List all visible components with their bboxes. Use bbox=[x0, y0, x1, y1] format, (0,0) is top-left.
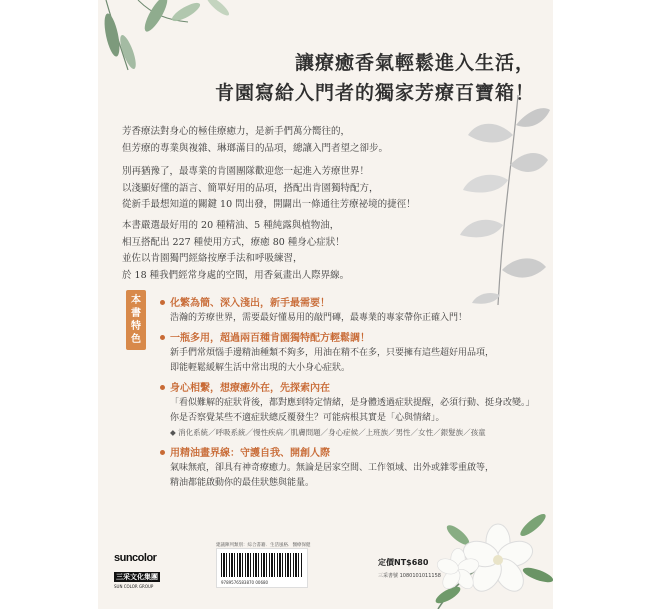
paragraph-line: 以淺顯好懂的語言、簡單好用的品項，搭配出肯園獨特配方， bbox=[122, 182, 379, 194]
headline-line-2: 肯園寫給入門者的獨家芳療百寶箱！ bbox=[214, 82, 535, 104]
gray-leaf-branch-decoration bbox=[458, 95, 553, 305]
feature-title: 一瓶多用，超過兩百種肯園獨特配方輕鬆調！ bbox=[170, 333, 370, 344]
bullet-icon bbox=[160, 385, 165, 390]
intro-line: 但芳療的專業與複雜、琳瑯滿目的品項，總讓入門者望之卻步。 bbox=[122, 142, 389, 154]
feature-title: 化繁為簡、深入淺出，新手最需要！ bbox=[170, 298, 330, 309]
feature-item bbox=[160, 446, 540, 491]
intro-paragraph bbox=[122, 124, 432, 157]
headline-line-1: 讓療癒香氣輕鬆進入生活， bbox=[294, 52, 535, 74]
isbn-barcode bbox=[216, 548, 308, 588]
feature-line: 浩瀚的芳療世界，需要最好懂易用的敲門磚，最專業的專家帶你正確入門！ bbox=[170, 313, 468, 323]
feature-line: 你是否察覺某些不適症狀總反覆發生？可能病根其實是「心與情緒」。 bbox=[170, 413, 445, 423]
feature-line: 新手們常煩惱手邊精油種類不夠多，用油在精不在多，只要擁有這些超好用品項， bbox=[170, 348, 495, 358]
book-number: 三采書號 1080101011158 bbox=[378, 573, 441, 579]
publisher-logo: suncolor 三采文化集團 SUN COLOR GROUP bbox=[114, 552, 158, 589]
feature-item bbox=[160, 381, 540, 440]
paragraph-line: 並佐以肯園獨門經絡按摩手法和呼吸練習， bbox=[122, 253, 303, 264]
feature-line: 即能輕鬆緩解生活中常出現的大小身心症狀。 bbox=[170, 363, 351, 373]
bullet-icon bbox=[160, 450, 165, 455]
feature-item bbox=[160, 331, 540, 376]
bullet-icon bbox=[160, 300, 165, 305]
eucalyptus-leaves-decoration bbox=[98, 0, 238, 90]
intro-line: 芳香療法對身心的極佳療癒力，是新手們萬分嚮往的， bbox=[122, 126, 351, 137]
feature-title: 身心相繫，想療癒外在，先探索內在 bbox=[170, 383, 330, 394]
price-label: 定價NT$680 bbox=[378, 558, 429, 567]
contents-paragraph bbox=[122, 218, 432, 284]
paragraph-line: 本書嚴選最好用的 20 種精油、5 種純露與植物油， bbox=[122, 220, 340, 231]
feature-line: 「看似難解的症狀背後，都對應到特定情緒，是身體透過症狀提醒，必須行動、挺身改變。」 bbox=[170, 398, 535, 408]
paragraph-line: 相互搭配出 227 種使用方式，療癒 80 種身心症狀！ bbox=[122, 236, 345, 248]
paragraph-line: 別再猶豫了，最專業的肯園團隊歡迎您一起進入芳療世界！ bbox=[122, 166, 370, 177]
bullet-icon bbox=[160, 335, 165, 340]
paragraph-line: 從新手最想知道的關鍵 10 問出發，開闢出一條通往芳療祕境的捷徑！ bbox=[122, 199, 416, 210]
book-back-cover bbox=[98, 0, 553, 609]
barcode-bars bbox=[221, 553, 303, 577]
isbn-number: 9789576583870 00680 bbox=[221, 580, 269, 585]
feature-title: 用精油畫界線：守護自我、開創人際 bbox=[170, 448, 330, 459]
book-features-badge: 本 書 特 色 bbox=[126, 290, 146, 350]
paragraph-line: 於 18 種我們經常身處的空間，用香氣畫出人際界線。 bbox=[122, 269, 350, 281]
white-flower-decoration bbox=[418, 495, 553, 609]
feature-line: 氣味無痕，卻具有神奇療癒力。無論是居家空間、工作領域、出外或雜零重啟等， bbox=[170, 463, 495, 473]
invitation-paragraph bbox=[122, 164, 432, 214]
feature-tags: ◆ 消化系統／呼吸系統／慢性疾病／肌膚問題／身心症候／上班族／男性／女性／銀髮族／孩童 bbox=[170, 428, 486, 437]
catalog-category-text: 建議陳列類別：綜合書籍．生活風格．醫療保健 bbox=[216, 543, 311, 548]
feature-item bbox=[160, 296, 540, 326]
feature-line: 精油都能啟動你的最佳狀態與能量。 bbox=[170, 478, 315, 488]
